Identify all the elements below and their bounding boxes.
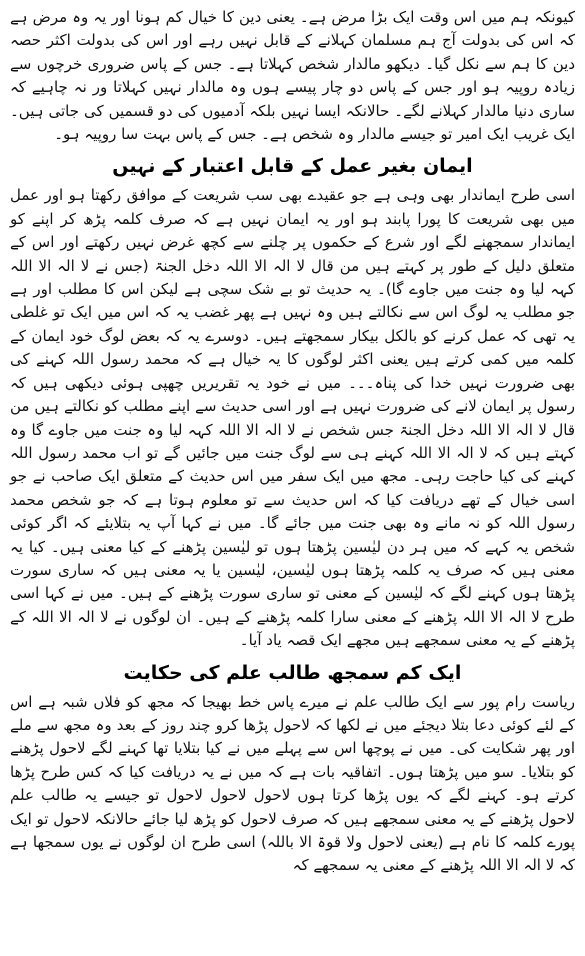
paragraph-student-story: ریاست رام پور سے ایک طالب علم نے میرے پاس خط بھیجا کہ مجھ کو فلاں شبہ ہے اس کے لئے کوئی دعا بتلا دیجئے میں نے لکھا کہ لاحول پڑھا کرو چند روز کے بعد وہ مجھ سے ملے اور پھر شکایت کی۔ میں نے پوچھا اس سے پہلے میں نے کیا بتلایا تھا کہنے لگے لاحول پڑھنے کو بتلایا۔ سو میں پڑھتا ہوں۔ اتفاقیہ بات ہے کہ میں نے یہ دریافت کیا کہ کس طرح پڑھا کرتے ہو۔ کہنے لگے کہ یوں پڑھا کرتا ہوں لاحول لاحول لاحول تو جیسے یہ طالب علم لاحول پڑھنے کے یہ معنی سمجھے ہیں کہ صرف لاحول کو پڑھ لیا جائے حالانکہ لاحول تو ایک پورے کلمہ کا نام ہے (یعنی لاحول ولا قوۃ الا باللہ) اسی طرح ان لوگوں نے یوں سمجھا ہے کہ لا الہ الا اللہ پڑھنے کے معنی یہ سمجھے کہ (10, 692, 575, 875)
paragraph-intro: کیونکہ ہم میں اس وقت ایک بڑا مرض ہے۔ یعنی دین کا خیال کم ہونا اور یہ وہ مرض ہے کہ اس کی بدولت آج ہم مسلمان کہلانے کے قابل نہیں رہے اور اس کی بدولت اکثر حصہ دین کا ہم سے نکل گیا۔ دیکھو مالدار شخص کہلاتا ہے۔ جس کے پاس ضروری خرچوں سے زیادہ روپیہ ہو اور جس کے پاس دو چار پیسے ہوں وہ مالدار نہیں کہلاتا ور نہ چاہیے کہ ساری دنیا مالدار کہلانے لگے۔ حالانکہ ایسا نہیں بلکہ آدمیوں کی دو قسمیں کی جاتی ہیں۔ ایک غریب ایک امیر تو جیسے مالدار وہ شخص ہے۔ جس کے پاس بہت سا روپیہ ہو۔ (10, 8, 575, 144)
paragraph-faith-and-deeds: اسی طرح ایماندار بھی وہی ہے جو عقیدے بھی سب شریعت کے موافق رکھتا ہو اور عمل میں بھی شریعت کا پورا پابند ہو اور یہ ایمان نہیں ہے کہ صرف کلمہ پڑھ کر اپنے کو ایماندار سمجھنے لگے اور شرع کے حکموں پر چلنے سے کچھ غرض نہیں رکھتے اور اس کے متعلق دلیل کے طور پر کہتے ہیں من قال لا الہ الا اللہ دخل الجنۃ (جس نے لا الہ الا اللہ کہہ لیا وہ جنت میں جاوے گا)۔ یہ حدیث تو بے شک سچی ہے لیکن اس کا مطلب اور ہے جو مطلب یہ لوگ اس سے نکالتے ہیں وہ نہیں ہے پھر غضب یہ کہ اس میں ایک تو غلطی یہ تھی کہ عمل کرنے کو بالکل بیکار سمجھتے ہیں۔ دوسرے یہ کہ بعض لوگ خود ایمان کے کلمہ میں کمی کرتے ہیں یعنی اکثر لوگوں کا یہ خیال ہے کہ محمد رسول اللہ کہنے کی بھی ضرورت نہیں خدا کی پناہ۔۔۔ میں نے خود یہ تقریریں چھپی ہوئی دیکھی ہیں کہ رسول پر ایمان لانے کی ضرورت نہیں ہے اور اسی حدیث سے اپنے مطلب کو نکالتے ہیں من قال لا الہ الا اللہ دخل الجنۃ جس شخص نے لا الہ الا اللہ کہہ لیا وہ جنت میں جاوے گا وہ کہتے ہیں کہ لا الہ الا اللہ کہنے ہی سے لوگ جنت میں جائیں گے تو اب محمد رسول اللہ کہنے کی کیا حاجت رہی۔ مجھ میں ایک سفر میں اس حدیث کے متعلق ایک صاحب نے جو اسی خیال کے تھے دریافت کیا کہ اس حدیث سے تو معلوم ہوتا ہے کہ جو شخص محمد رسول اللہ کو نہ مانے وہ بھی جنت میں جائے گا۔ میں نے کہا آپ یہ بتلایئے کہ اگر کوئی شخص یہ کہے کہ میں ہر دن لیٰسین پڑھتا ہوں تو لیٰسین پڑھنے کے کیا معنی ہیں۔ کیا یہ معنی ہیں کہ صرف یہ کلمہ پڑھتا ہوں لیٰسین، لیٰسین یا یہ معنی ہیں کہ ساری سورت پڑھتا ہوں کہنے لگے کہ لیٰسین کے معنی تو ساری سورت پڑھنے کے ہیں۔ میں نے کہا اسی طرح لا الہ الا اللہ پڑھنے کے معنی سارا کلمہ پڑھنے کے ہیں۔ ان لوگوں نے لا الہ الا اللہ کے پڑھنے کے یہ معنی سمجھے ہیں مجھے ایک قصہ یاد آیا۔ (10, 186, 575, 650)
section-heading-faith-without-deeds: ایمان بغیر عمل کے قابل اعتبار کے نہیں (112, 155, 473, 178)
section-heading-student-story: ایک کم سمجھ طالب علم کی حکایت (123, 661, 462, 684)
